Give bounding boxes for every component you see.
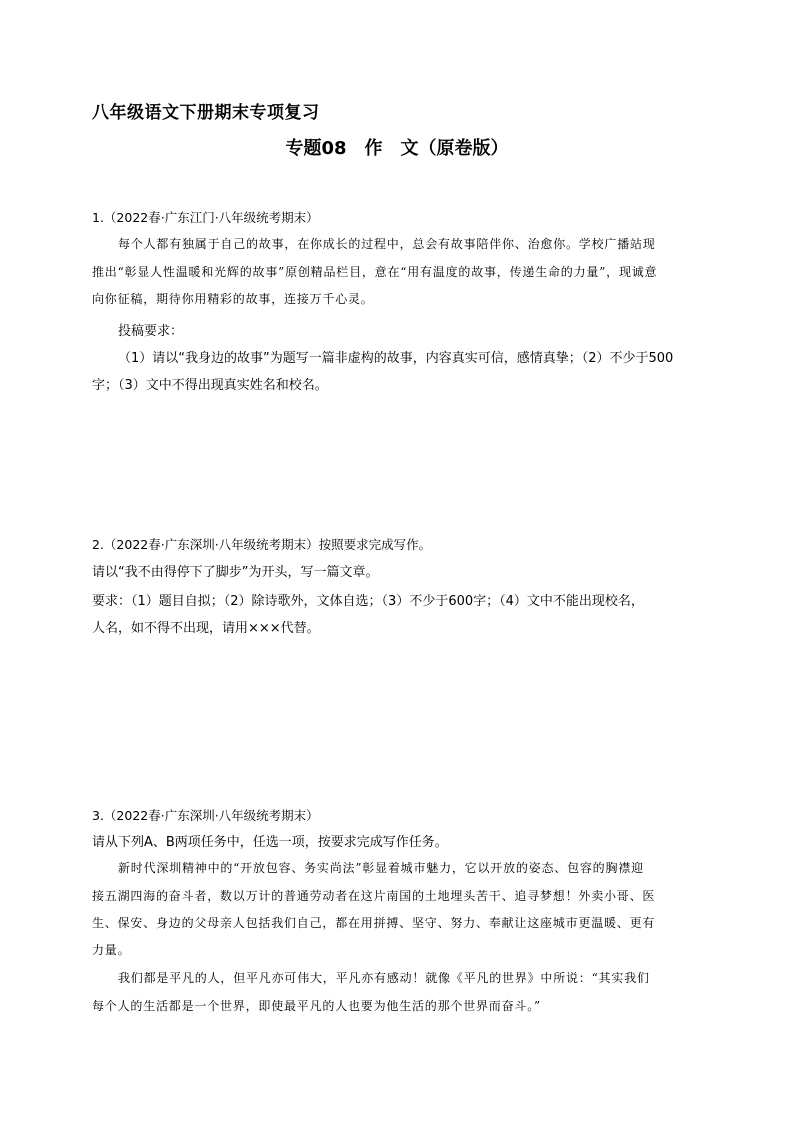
question-3-passage-line: 每个人的生活都是一个世界，即使最平凡的人也要为他生活的那个世界而奋斗。”: [92, 999, 541, 1013]
question-3-intro: 请从下列A、B两项任务中，任选一项，按要求完成写作任务。: [92, 835, 448, 850]
question-1-heading: 1.（2022春·广东江门·八年级统考期末）: [92, 210, 319, 225]
question-3-heading: 3.（2022春·广东深圳·八年级统考期末）: [92, 808, 319, 823]
question-1-requirement-line: 字；（3）文中不得出现真实姓名和校名。: [92, 378, 328, 393]
question-1-passage-line: 每个人都有独属于自己的故事，在你成长的过程中，总会有故事陪伴你、治愈你。学校广播站现: [118, 237, 656, 251]
question-3-passage-line: 接五湖四海的奋斗者，数以万计的普通劳动者在这片南国的土地埋头苦干、追寻梦想！外卖小哥、医: [92, 889, 656, 903]
question-2-requirement-line: 要求：（1）题目自拟；（2）除诗歌外，文体自选；（3）不少于600字；（4）文中不能出现校名，: [92, 594, 644, 609]
question-1-requirement-label: 投稿要求：: [118, 324, 184, 339]
question-1-requirement-line: （1）请以“我身边的故事”为题写一篇非虚构的故事，内容真实可信，感情真挚；（2）不少于500: [118, 351, 674, 366]
question-3-passage-line: 新时代深圳精神中的“开放包容、务实尚法”彰显着城市魅力，它以开放的姿态、包容的胸襟迎: [118, 861, 644, 875]
question-2-prompt-line: 请以“我不由得停下了脚步”为开头，写一篇文章。: [92, 565, 379, 580]
page-title: 专题08 作 文（原卷版）: [285, 138, 509, 159]
question-3-passage-line: 我们都是平凡的人，但平凡亦可伟大，平凡亦有感动！就像《平凡的世界》中所说：“其实我们: [118, 971, 650, 985]
question-1-passage-line: 向你征稿，期待你用精彩的故事，连接万千心灵。: [92, 292, 374, 306]
document-header: 八年级语文下册期末专项复习: [92, 103, 320, 123]
question-1-passage-line: 推出“彰显人性温暖和光辉的故事”原创精品栏目，意在“用有温度的故事，传递生命的力量”，现诚意: [92, 265, 658, 279]
question-3-passage-line: 力量。: [92, 943, 131, 957]
question-2-requirement-line: 人名，如不得不出现，请用×××代替。: [92, 621, 320, 636]
question-3-passage-line: 生、保安、身边的父母亲人包括我们自己，都在用拼搏、坚守、努力、奉献让这座城市更温暖、更有: [92, 916, 656, 930]
question-2-heading: 2.（2022春·广东深圳·八年级统考期末）按照要求完成写作。: [92, 537, 432, 552]
